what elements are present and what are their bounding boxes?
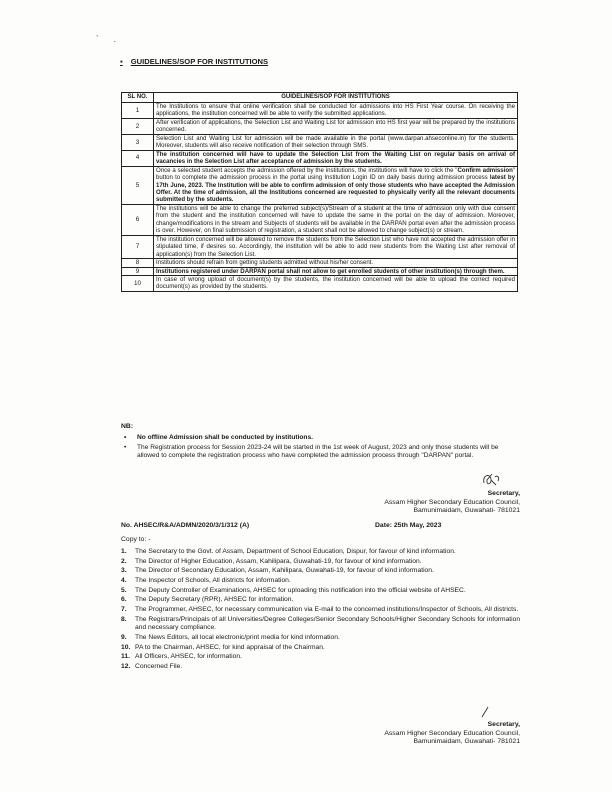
- copy-to-item-number: 7.: [121, 606, 127, 614]
- copy-to-item-number: 11.: [121, 653, 130, 661]
- copy-to-item-text: All Officers, AHSEC, for information.: [135, 653, 242, 661]
- signature-mark-image: [478, 705, 492, 719]
- guideline-text-segment: The institution concerned will be allowed to remove the students from the Selection List who have not accepted the admission offer in stipulated time, if desires so. Accordingly, the institution will be able to add new students from the Waiting List after removal of application(s) from the Selection List.: [156, 235, 515, 258]
- row-sl-number: 4: [122, 150, 154, 166]
- table-row: [122, 134, 518, 150]
- guideline-text-segment: The institutions will be able to change the preferred subject(s)/Stream of a student at the time of admission only with due consent from the student and the institution concerned will have to update the same in the portal on the day of admission. Moreover, change/modifications in the stream and Subjects of students will be available in the DARPAN portal even after the admission process is over. However, on final submission of registration, a student shall not be allowed to change subject(s) or stream.: [156, 204, 515, 235]
- copy-to-item-number: 2.: [121, 557, 127, 565]
- copy-to-item-text: The News Editors, all local electronic/print media for kind information.: [135, 634, 340, 641]
- copy-to-item: [121, 587, 521, 596]
- row-sl-number: 2: [122, 118, 154, 134]
- table-row: [122, 267, 518, 275]
- guideline-text-segment: The institution concerned will have to update the Selection List from the Waiting List on regular basis on arrival of vacancies in the Selection List after acceptance of admission by the students.: [156, 150, 515, 166]
- table-row: [122, 235, 518, 258]
- row-sl-number: 5: [122, 166, 154, 204]
- table-row: [122, 150, 518, 166]
- copy-to-item-text: The Deputy Controller of Examinations, AHSEC for uploading this notification into the official website of AHSEC.: [135, 586, 466, 594]
- copy-to-item: [121, 558, 521, 567]
- signatory-block-2: [384, 721, 520, 747]
- copy-to-item-text: PA to the Chairman, AHSEC, for kind appraisal of the Chairman.: [135, 643, 325, 651]
- table-row: [122, 204, 518, 235]
- row-guideline-text: [154, 275, 518, 291]
- issue-date: Date: 25th May, 2023: [375, 522, 442, 529]
- copy-to-label: Copy to: -: [121, 536, 151, 543]
- row-guideline-text: [154, 103, 518, 119]
- guideline-text-segment: Institutions should refrain from getting students admitted without his/her consent.: [156, 259, 374, 267]
- nb-item: • No offline Admission shall be conducted by institutions.: [121, 434, 521, 442]
- copy-to-item-number: 9.: [121, 634, 127, 641]
- copy-to-item: [121, 596, 521, 605]
- row-sl-number: 9: [122, 267, 154, 275]
- corner-mark: ` .: [96, 34, 122, 44]
- row-guideline-text: [154, 259, 518, 267]
- sop-table-body: [122, 103, 518, 292]
- row-guideline-text: [154, 150, 518, 166]
- copy-to-item: [121, 616, 521, 633]
- signatory-1-address: Bamunimaidam, Guwahati- 781021: [413, 507, 520, 515]
- copy-to-item: [121, 653, 521, 662]
- copy-to-item-number: 1.: [121, 548, 127, 555]
- copy-to-item-number: 3.: [121, 567, 127, 575]
- section-heading: [120, 57, 268, 66]
- table-row: [122, 103, 518, 119]
- table-row: [122, 275, 518, 291]
- copy-to-item-text: The Registrars/Principals of all Universities/Degree Colleges/Senior Secondary Schools/Higher Secondary Schools for information and necessary compliance.: [135, 615, 521, 632]
- copy-to-item: [121, 577, 521, 586]
- sop-table-header-row: [122, 93, 518, 103]
- header-guidelines: GUIDELINES/SOP FOR INSTITUTIONS: [154, 93, 518, 103]
- header-sl-no: SL NO.: [122, 93, 154, 103]
- copy-to-item-number: 12.: [121, 663, 131, 671]
- signatory-2-address: Bamunimaidam, Guwahati- 781021: [413, 738, 520, 746]
- copy-to-item-number: 6.: [121, 596, 127, 604]
- table-row: [122, 166, 518, 204]
- row-sl-number: 3: [122, 134, 154, 150]
- guideline-text-segment: latest by 17th June, 2023. The Institution will be able to confirm admission of only those students who have accepted the Admission Offer. At the time of admission, all the Institutions concerned are requested to physically verify all the relevant documents submitted by the students.: [156, 174, 515, 204]
- section-heading-text: GUIDELINES/SOP FOR INSTITUTIONS: [130, 57, 269, 66]
- copy-to-item: [121, 663, 521, 672]
- copy-to-item-number: 10.: [121, 643, 131, 651]
- copy-to-item: [121, 567, 521, 576]
- table-row: [122, 259, 518, 267]
- guideline-text-segment: " button to complete the admission process in the portal using Institution Login ID on daily basis during admission process: [156, 166, 515, 182]
- copy-to-item: [121, 606, 521, 615]
- copy-to-item-number: 4.: [121, 577, 127, 585]
- table-row: [122, 118, 518, 134]
- row-guideline-text: [154, 204, 518, 235]
- row-guideline-text: [154, 134, 518, 150]
- copy-to-list: [121, 548, 521, 673]
- guideline-text-segment: Institutions registered under DARPAN portal shall not allow to get enrolled students of other institution(s) through them.: [156, 267, 505, 275]
- sop-table: [121, 92, 518, 292]
- signatory-2-title: Secretary,: [487, 721, 520, 728]
- row-guideline-text: [154, 235, 518, 258]
- nb-label: NB:: [121, 423, 134, 430]
- nb-list: [121, 434, 521, 462]
- guideline-text-segment: After verification of applications, the Selection List and Waiting List for admission into HS first year will be prepared by the institutions concerned.: [156, 118, 515, 134]
- copy-to-item-number: 8.: [121, 615, 127, 623]
- row-sl-number: 6: [122, 204, 154, 235]
- row-sl-number: 1: [122, 103, 154, 119]
- guideline-text-segment: Selection List and Waiting List for admission will be made available in the portal (www.darpan.ahseconline.in) for the students. Moreover, students will also receive notification of their selection through SMS.: [156, 134, 515, 150]
- copy-to-item: [121, 634, 521, 643]
- copy-to-item-text: The Inspector of Schools, All districts for information.: [135, 577, 291, 585]
- copy-to-item-text: The Director of Secondary Education, Assam, Kahilipara, Guwahati-19, for favour of kind information.: [135, 567, 434, 575]
- signature-image: [478, 471, 508, 489]
- reference-number: No. AHSEC/R&A/ADMN/2020/3/1/312 (A): [121, 522, 250, 529]
- signatory-2-org: Assam Higher Secondary Education Council,: [384, 729, 520, 737]
- signatory-1-org: Assam Higher Secondary Education Council,: [384, 498, 520, 506]
- signatory-1-title: Secretary,: [487, 490, 520, 497]
- copy-to-item-text: Concerned File.: [135, 663, 183, 671]
- row-sl-number: 7: [122, 235, 154, 258]
- copy-to-item-text: The Programmer, AHSEC, for necessary communication via E-mail to the concerned institutions/Inspector of Schools, All districts.: [135, 606, 519, 614]
- row-sl-number: 10: [122, 275, 154, 291]
- copy-to-item-text: The Director of Higher Education, Assam, Kahilipara, Guwahati-19, for favour of kind information.: [135, 557, 422, 565]
- square-bullet-icon: ▪: [120, 57, 123, 66]
- guideline-text-segment: The Institutions to ensure that online verification shall be conducted for admissions into HS First Year course. On receiving the applications, the institution concerned will be able to verify the submitted applications.: [156, 103, 515, 118]
- signatory-block-1: [384, 490, 520, 516]
- row-guideline-text: [154, 267, 518, 275]
- nb-item: • The Registration process for Session 2023-24 will be started in the 1st week of August, 2023 and only those students will be allowed to complete the registration process who have completed the admission process through "DARPAN" portal.: [121, 444, 521, 460]
- row-sl-number: 8: [122, 259, 154, 267]
- row-guideline-text: [154, 166, 518, 204]
- guideline-text-segment: In case of wrong upload of document(s) by the students, the institution concerned will be able to upload the correct required document(s) as provided by the students.: [156, 275, 515, 291]
- guideline-text-segment: Once a selected student accepts the admission offered by the institutions, the institutions will have to click the ": [156, 166, 458, 174]
- copy-to-item-text: The Secretary to the Govt. of Assam, Department of School Education, Dispur, for favour of kind information.: [135, 548, 456, 555]
- copy-to-item: [121, 644, 521, 653]
- row-guideline-text: [154, 118, 518, 134]
- copy-to-item-text: The Deputy Secretary (RPR), AHSEC for information.: [135, 596, 294, 604]
- copy-to-item: [121, 548, 521, 557]
- copy-to-item-number: 5.: [121, 586, 127, 594]
- guideline-text-segment: Confirm admission: [457, 166, 513, 174]
